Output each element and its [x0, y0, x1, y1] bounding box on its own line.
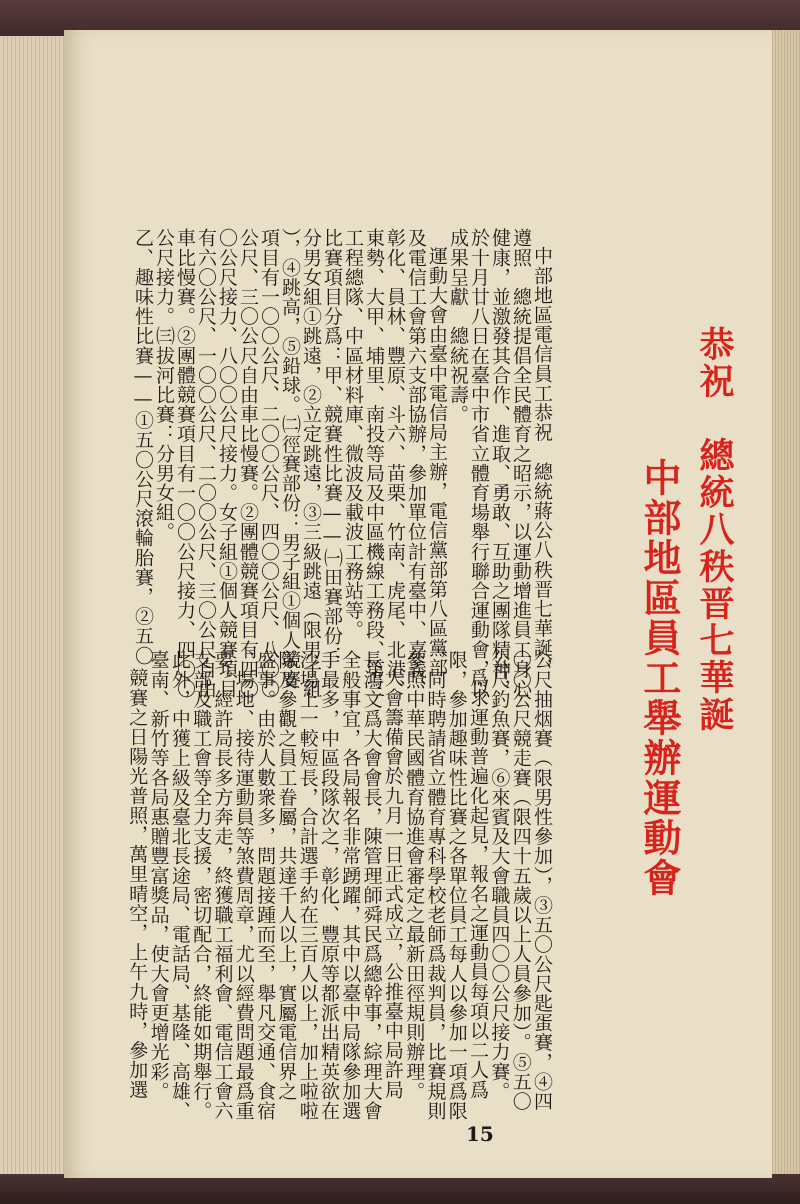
text-column: 此外，中獲上級及臺北長途局、電話局、基隆、高雄、 [168, 650, 191, 1121]
text-column: 彰化、員林、豐原、斗六、苗栗、竹南、虎尾、北港、 [384, 228, 406, 699]
page-number: 15 [466, 1122, 494, 1146]
text-column: 成果呈獻 總統祝壽。 [447, 228, 469, 424]
headline-line-1: 恭祝 總統八秩晋七華誕 [694, 326, 734, 733]
text-column: 運動大會由臺中電信局主辦，電信黨部第八區黨部 [426, 246, 448, 678]
text-column: 限，參加趣味性比賽之各單位員工每人以參加一項爲限 [445, 650, 468, 1121]
text-column: ），④跳高，⑤鉛球。㈡徑賽部份：男子組①個人競賽 [279, 228, 301, 689]
text-column: 參照中華民國體育協進會審定之最新田徑規則辦理。 [403, 650, 426, 1101]
text-column: 有六〇公尺、一〇〇公尺、二〇〇公尺、三〇公尺自由 [195, 228, 217, 699]
text-column: 〇〇公尺競走賽（限四十五歲以上人員參加）。⑤五〇 [509, 650, 532, 1111]
text-column: 盛事。由於人數衆多，問題接踵而至，舉凡交通、食宿 [254, 650, 277, 1121]
text-column: 沙場上一較短長，合計選手約在三百人以上，加上啦啦 [296, 650, 319, 1121]
text-column: 公尺、三〇公尺自由車比慢賽。②團體競賽項目有四〇 [237, 228, 259, 699]
text-column: 分男女組①跳遠，②立定跳遠，③三級跳遠（限男子組 [300, 228, 322, 699]
headline-line-2: 中部地區員工舉辦運動會 [637, 458, 681, 898]
text-column: 、場地、接待運動員等煞費周章，尤以經費問題最爲重 [232, 650, 255, 1121]
text-column: 東勢、大甲、埔里、南投等局及中區機線工務段、第三 [363, 228, 385, 699]
text-column: 車比慢賽。②團體競賽項目有一〇〇公尺接力、四〇〇 [174, 228, 196, 699]
text-column: 於十月廿八日在臺中市省立體育場舉行聯合運動會，以 [468, 228, 490, 699]
text-column: 爲求運動普遍化起見，報名之運動員每項以二人爲 [467, 668, 490, 1100]
text-column: 長鴻文爲大會會長，陳管理師舜民爲總幹事，綜理大會 [360, 650, 383, 1121]
text-column: 〇公尺接力、八〇〇公尺接力。女子組①個人競賽項目 [216, 228, 238, 699]
text-column: 項目有一〇〇公尺、二〇〇公尺、四〇〇公尺、八〇〇 [258, 228, 280, 699]
text-column: 公尺接力。㈢拔河比賽：分男女組。 [153, 228, 175, 542]
book-page [64, 30, 772, 1178]
text-column: 支部及職工會等全力支援，密切配合，終能如期舉行。 [190, 650, 213, 1121]
text-column: 公尺抽烟賽（限男性參加），③五〇公尺匙蛋賽，④四 [531, 650, 553, 1111]
page-stack-left [0, 36, 64, 1176]
text-column: 健康，並激發其合作、進取、勇敢、互助之團隊精神， [489, 228, 511, 699]
text-column: 乙、趣味性比賽——①五〇公尺滾輪胎賽，②五〇 [132, 228, 154, 666]
text-column: 大會籌備會於九月一日正式成立，公推臺中局許局 [381, 668, 404, 1100]
text-column: 臺南、新竹等各局惠贈豐富獎品，使大會更增光彩。 [147, 650, 170, 1101]
text-column: 全般事宜，各局報名非常踴躍，其中以臺中局隊參加選 [339, 650, 362, 1121]
text-column: 隊及參觀之員工眷屬，共達千人以上，實屬電信界之 [275, 650, 298, 1101]
text-column: 競賽之日陽光普照，萬里晴空，上午九時，參加選 [126, 668, 149, 1100]
book-cover-bottom [0, 1174, 800, 1204]
text-column: ，同時聘請省立體育專科學校老師爲裁判員，比賽規則 [424, 650, 447, 1121]
page-stack-right [770, 30, 800, 1180]
text-column: 遵照 總統提倡全民體育之昭示，以運動增進員工身心 [510, 228, 532, 699]
text-column: 公尺釣魚賽，⑥來賓及大會職員四〇〇公尺接力賽。 [488, 650, 511, 1101]
text-column: 手最多，中區段隊次之，彰化、豐原等都派出精英欲在 [318, 650, 340, 1121]
text-column: 工程總隊、中區材料庫、微波及載波工務站等。 [342, 228, 364, 640]
text-column: 比賽項目分爲：甲、競賽性比賽——㈠田賽部份： [321, 228, 343, 666]
text-column: 中部地區電信員工恭祝 總統蔣公八秩晋七華誕， [531, 246, 553, 678]
text-column: 要。經許局長多方奔走，終獲職工福利會、電信工會六 [211, 650, 234, 1121]
text-column: 及電信工會第六支部協辦，參加單位計有臺中、嘉義、 [405, 228, 427, 699]
